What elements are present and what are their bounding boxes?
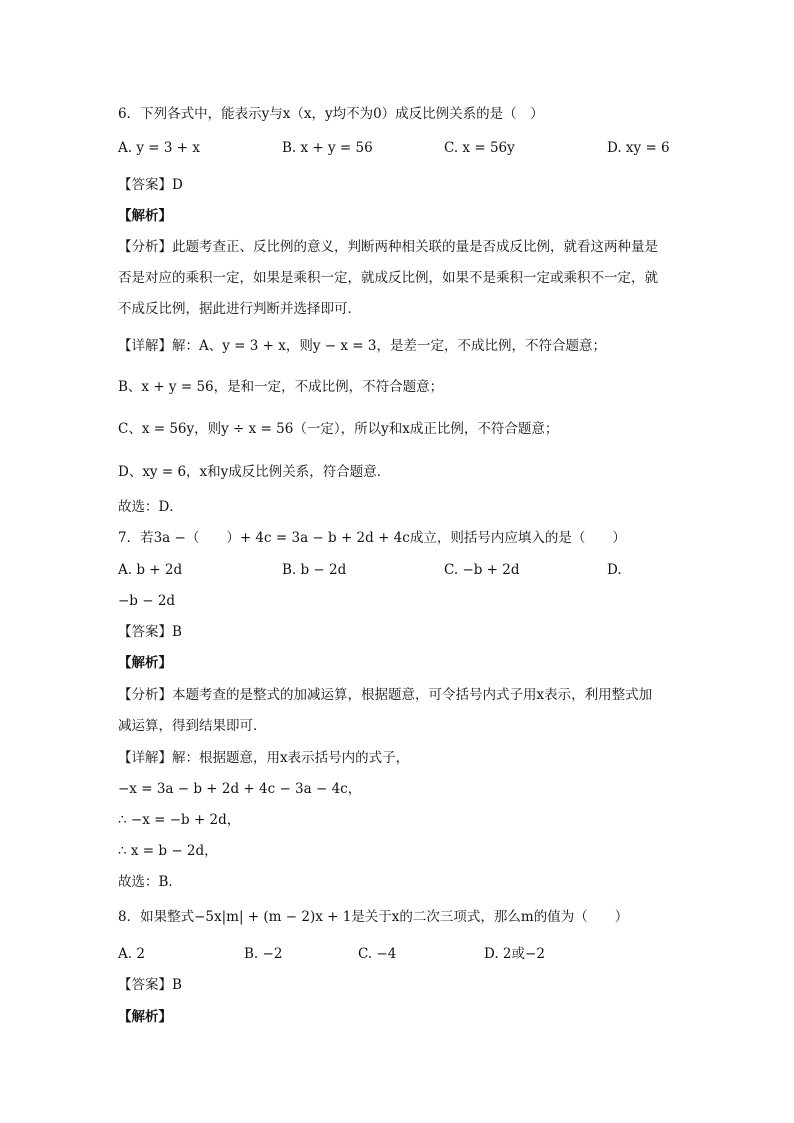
q6-answer: 【答案】D bbox=[118, 177, 183, 193]
q7-stem: 7．若3a −（ ）+ 4c = 3a − b + 2d + 4c成立，则括号内应填入的是（ ） bbox=[118, 530, 626, 546]
q7-detail-line-2: −x = 3a − b + 2d + 4c − 3a − 4c， bbox=[118, 781, 362, 797]
q6-analysis-line-1: 【分析】此题考查正、反比例的意义，判断两种相关联的量是否成反比例，就看这两种量是 bbox=[118, 239, 658, 255]
q7-option-b: B. b − 2d bbox=[282, 562, 347, 578]
q8-option-a: A. 2 bbox=[118, 946, 145, 962]
q6-option-d: D. xy = 6 bbox=[607, 140, 670, 156]
q8-option-b: B. −2 bbox=[244, 946, 283, 962]
q7-option-d-value: −b − 2d bbox=[118, 593, 176, 609]
q7-detail-line-3: ∴ −x = −b + 2d， bbox=[118, 812, 241, 828]
q6-stem: 6．下列各式中，能表示y与x（x，y均不为0）成反比例关系的是（ ） bbox=[118, 106, 544, 122]
q8-jiexi: 【解析】 bbox=[118, 1009, 172, 1025]
q7-option-d: D. bbox=[607, 562, 622, 578]
q7-analysis-line-1: 【分析】本题考查的是整式的加减运算，根据题意，可令括号内式子用x表示，利用整式加 bbox=[118, 687, 653, 703]
q7-jiexi: 【解析】 bbox=[118, 655, 172, 671]
q8-option-d: D. 2或−2 bbox=[484, 946, 545, 962]
q6-choose: 故选：D． bbox=[118, 499, 183, 515]
q6-analysis-line-2: 否是对应的乘积一定，如果是乘积一定，就成反比例，如果不是乘积一定或乘积不一定，就 bbox=[118, 270, 658, 286]
q7-detail-line-4: ∴ x = b − 2d， bbox=[118, 843, 218, 859]
q8-option-c: C. −4 bbox=[358, 946, 397, 962]
q6-option-a: A. y = 3 + x bbox=[118, 140, 200, 156]
q6-detail-line-4: D、xy = 6，x和y成反比例关系，符合题意． bbox=[118, 464, 391, 480]
q6-detail-line-1: 【详解】解：A、y = 3 + x，则y − x = 3，是差一定，不成比例，不符合题意； bbox=[118, 338, 606, 354]
q7-option-c: C. −b + 2d bbox=[444, 562, 520, 578]
q6-detail-line-3: C、x = 56y，则y ÷ x = 56（一定），所以y和x成正比例，不符合题意； bbox=[118, 421, 559, 437]
q7-analysis-line-2: 减运算，得到结果即可． bbox=[118, 718, 267, 734]
q7-answer: 【答案】B bbox=[118, 624, 182, 640]
q7-choose: 故选：B． bbox=[118, 874, 182, 890]
q7-detail-line-1: 【详解】解：根据题意，用x表示括号内的式子， bbox=[118, 750, 410, 766]
q7-option-a: A. b + 2d bbox=[118, 562, 183, 578]
q6-option-c: C. x = 56y bbox=[444, 140, 515, 156]
q6-detail-line-2: B、x + y = 56，是和一定，不成比例，不符合题意； bbox=[118, 379, 444, 395]
q6-analysis-line-3: 不成反比例，据此进行判断并选择即可． bbox=[118, 301, 361, 317]
q6-option-b: B. x + y = 56 bbox=[282, 140, 373, 156]
q6-jiexi: 【解析】 bbox=[118, 208, 172, 224]
q8-stem: 8．如果整式−5x|m| + (m − 2)x + 1是关于x的二次三项式，那么m的值为（ ） bbox=[118, 909, 629, 925]
q8-answer: 【答案】B bbox=[118, 977, 182, 993]
